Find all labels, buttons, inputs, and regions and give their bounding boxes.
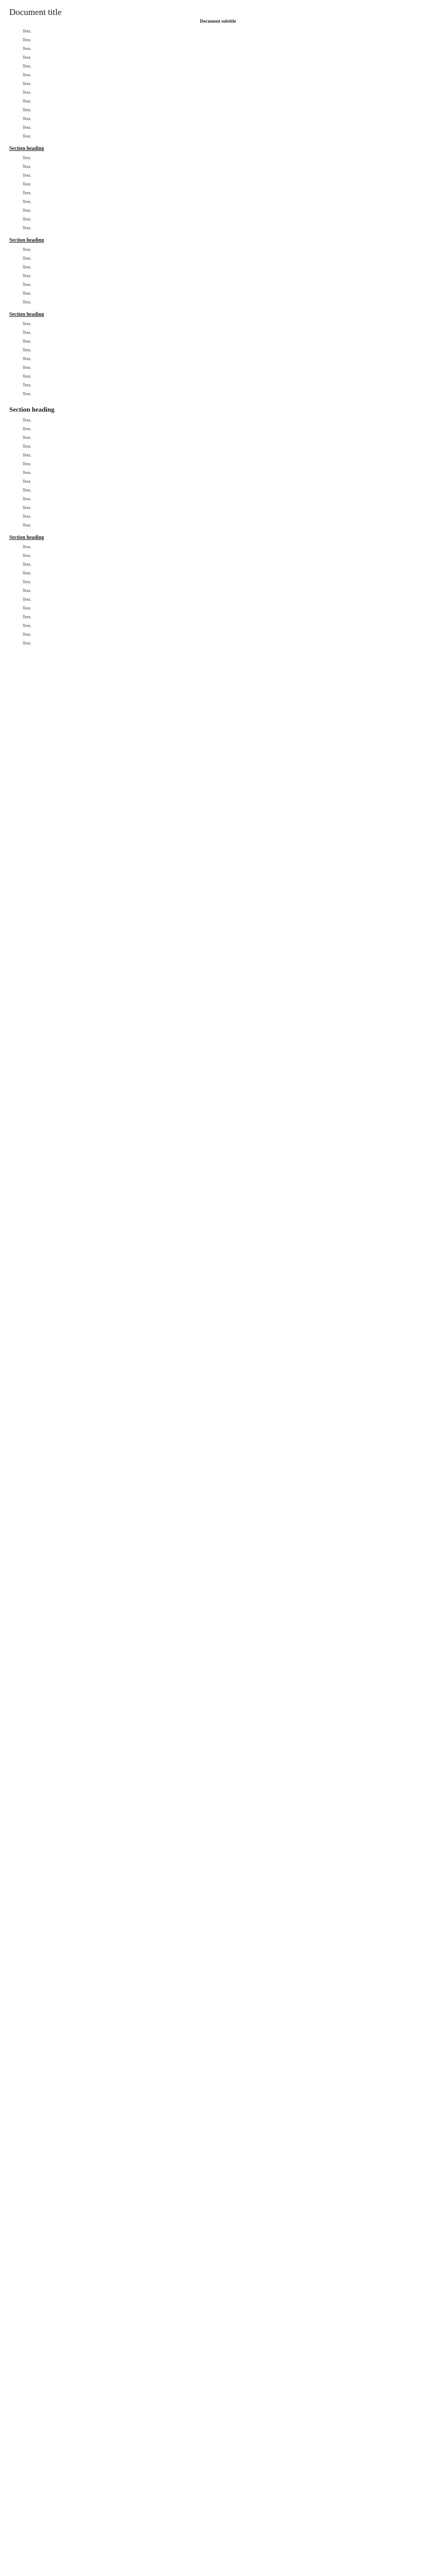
document-section [9, 146, 427, 231]
paragraph: Text. [23, 99, 31, 104]
document-section [9, 535, 427, 647]
paragraph: Text. [23, 348, 31, 352]
paragraph: Text. [23, 164, 31, 169]
document-page [0, 0, 436, 664]
paragraph: Text. [23, 339, 31, 344]
paragraph: Text. [23, 435, 31, 440]
paragraph: Text. [23, 191, 31, 195]
paragraph: Text. [23, 623, 31, 628]
page-subtitle: Document subtitle [200, 19, 236, 24]
paragraph: Text. [23, 462, 31, 466]
document-section [9, 312, 427, 397]
paragraph: Text. [23, 597, 31, 602]
paragraph: Text. [23, 392, 31, 396]
paragraph: Text. [23, 505, 31, 510]
paragraph: Text. [23, 282, 31, 287]
paragraph: Text. [23, 383, 31, 387]
paragraph: Text. [23, 321, 31, 326]
paragraph: Text. [23, 256, 31, 261]
section-heading: Section heading [9, 312, 44, 317]
section-heading: Section heading [9, 146, 44, 151]
paragraph: Text. [23, 134, 31, 139]
paragraph: Text. [23, 418, 31, 422]
paragraph: Text. [23, 265, 31, 269]
paragraph: Text. [23, 73, 31, 77]
paragraph: Text. [23, 108, 31, 112]
paragraph: Text. [23, 571, 31, 575]
paragraph: Text. [23, 453, 31, 457]
document-section [9, 238, 427, 306]
paragraph: Text. [23, 497, 31, 501]
paragraph: Text. [23, 488, 31, 493]
paragraph: Text. [23, 427, 31, 431]
paragraph: Text. [23, 606, 31, 611]
paragraph: Text. [23, 208, 31, 213]
paragraph: Text. [23, 514, 31, 519]
paragraph: Text. [23, 274, 31, 278]
section-heading: Section heading [9, 535, 44, 540]
paragraph: Text. [23, 632, 31, 637]
paragraph: Text. [23, 116, 31, 121]
paragraph: Text. [23, 444, 31, 449]
paragraph: Text. [23, 64, 31, 69]
paragraph: Text. [23, 182, 31, 187]
paragraph: Text. [23, 615, 31, 619]
paragraph: Text. [23, 291, 31, 296]
document-section [9, 28, 427, 140]
paragraph: Text. [23, 357, 31, 361]
paragraph: Text. [23, 55, 31, 60]
paragraph: Text. [23, 226, 31, 230]
document-section [9, 405, 427, 529]
paragraph: Text. [23, 641, 31, 646]
paragraph: Text. [23, 46, 31, 51]
section-heading: Section heading [9, 238, 44, 243]
page-title: Document title [9, 7, 62, 17]
paragraph: Text. [23, 580, 31, 584]
paragraph: Text. [23, 29, 31, 33]
paragraph: Text. [23, 90, 31, 95]
paragraph: Text. [23, 125, 31, 130]
paragraph: Text. [23, 81, 31, 86]
paragraph: Text. [23, 365, 31, 370]
paragraph: Text. [23, 217, 31, 222]
paragraph: Text. [23, 562, 31, 567]
paragraph: Text. [23, 470, 31, 475]
paragraph: Text. [23, 545, 31, 549]
paragraph: Text. [23, 588, 31, 593]
paragraph: Text. [23, 479, 31, 484]
paragraph: Text. [23, 374, 31, 379]
paragraph: Text. [23, 38, 31, 42]
document-body [9, 28, 427, 647]
paragraph: Text. [23, 523, 31, 528]
paragraph: Text. [23, 199, 31, 204]
paragraph: Text. [23, 553, 31, 558]
paragraph: Text. [23, 330, 31, 335]
paragraph: Text. [23, 173, 31, 178]
paragraph: Text. [23, 247, 31, 252]
paragraph: Text. [23, 156, 31, 160]
paragraph: Text. [23, 300, 31, 304]
section-heading: Section heading [9, 405, 55, 413]
